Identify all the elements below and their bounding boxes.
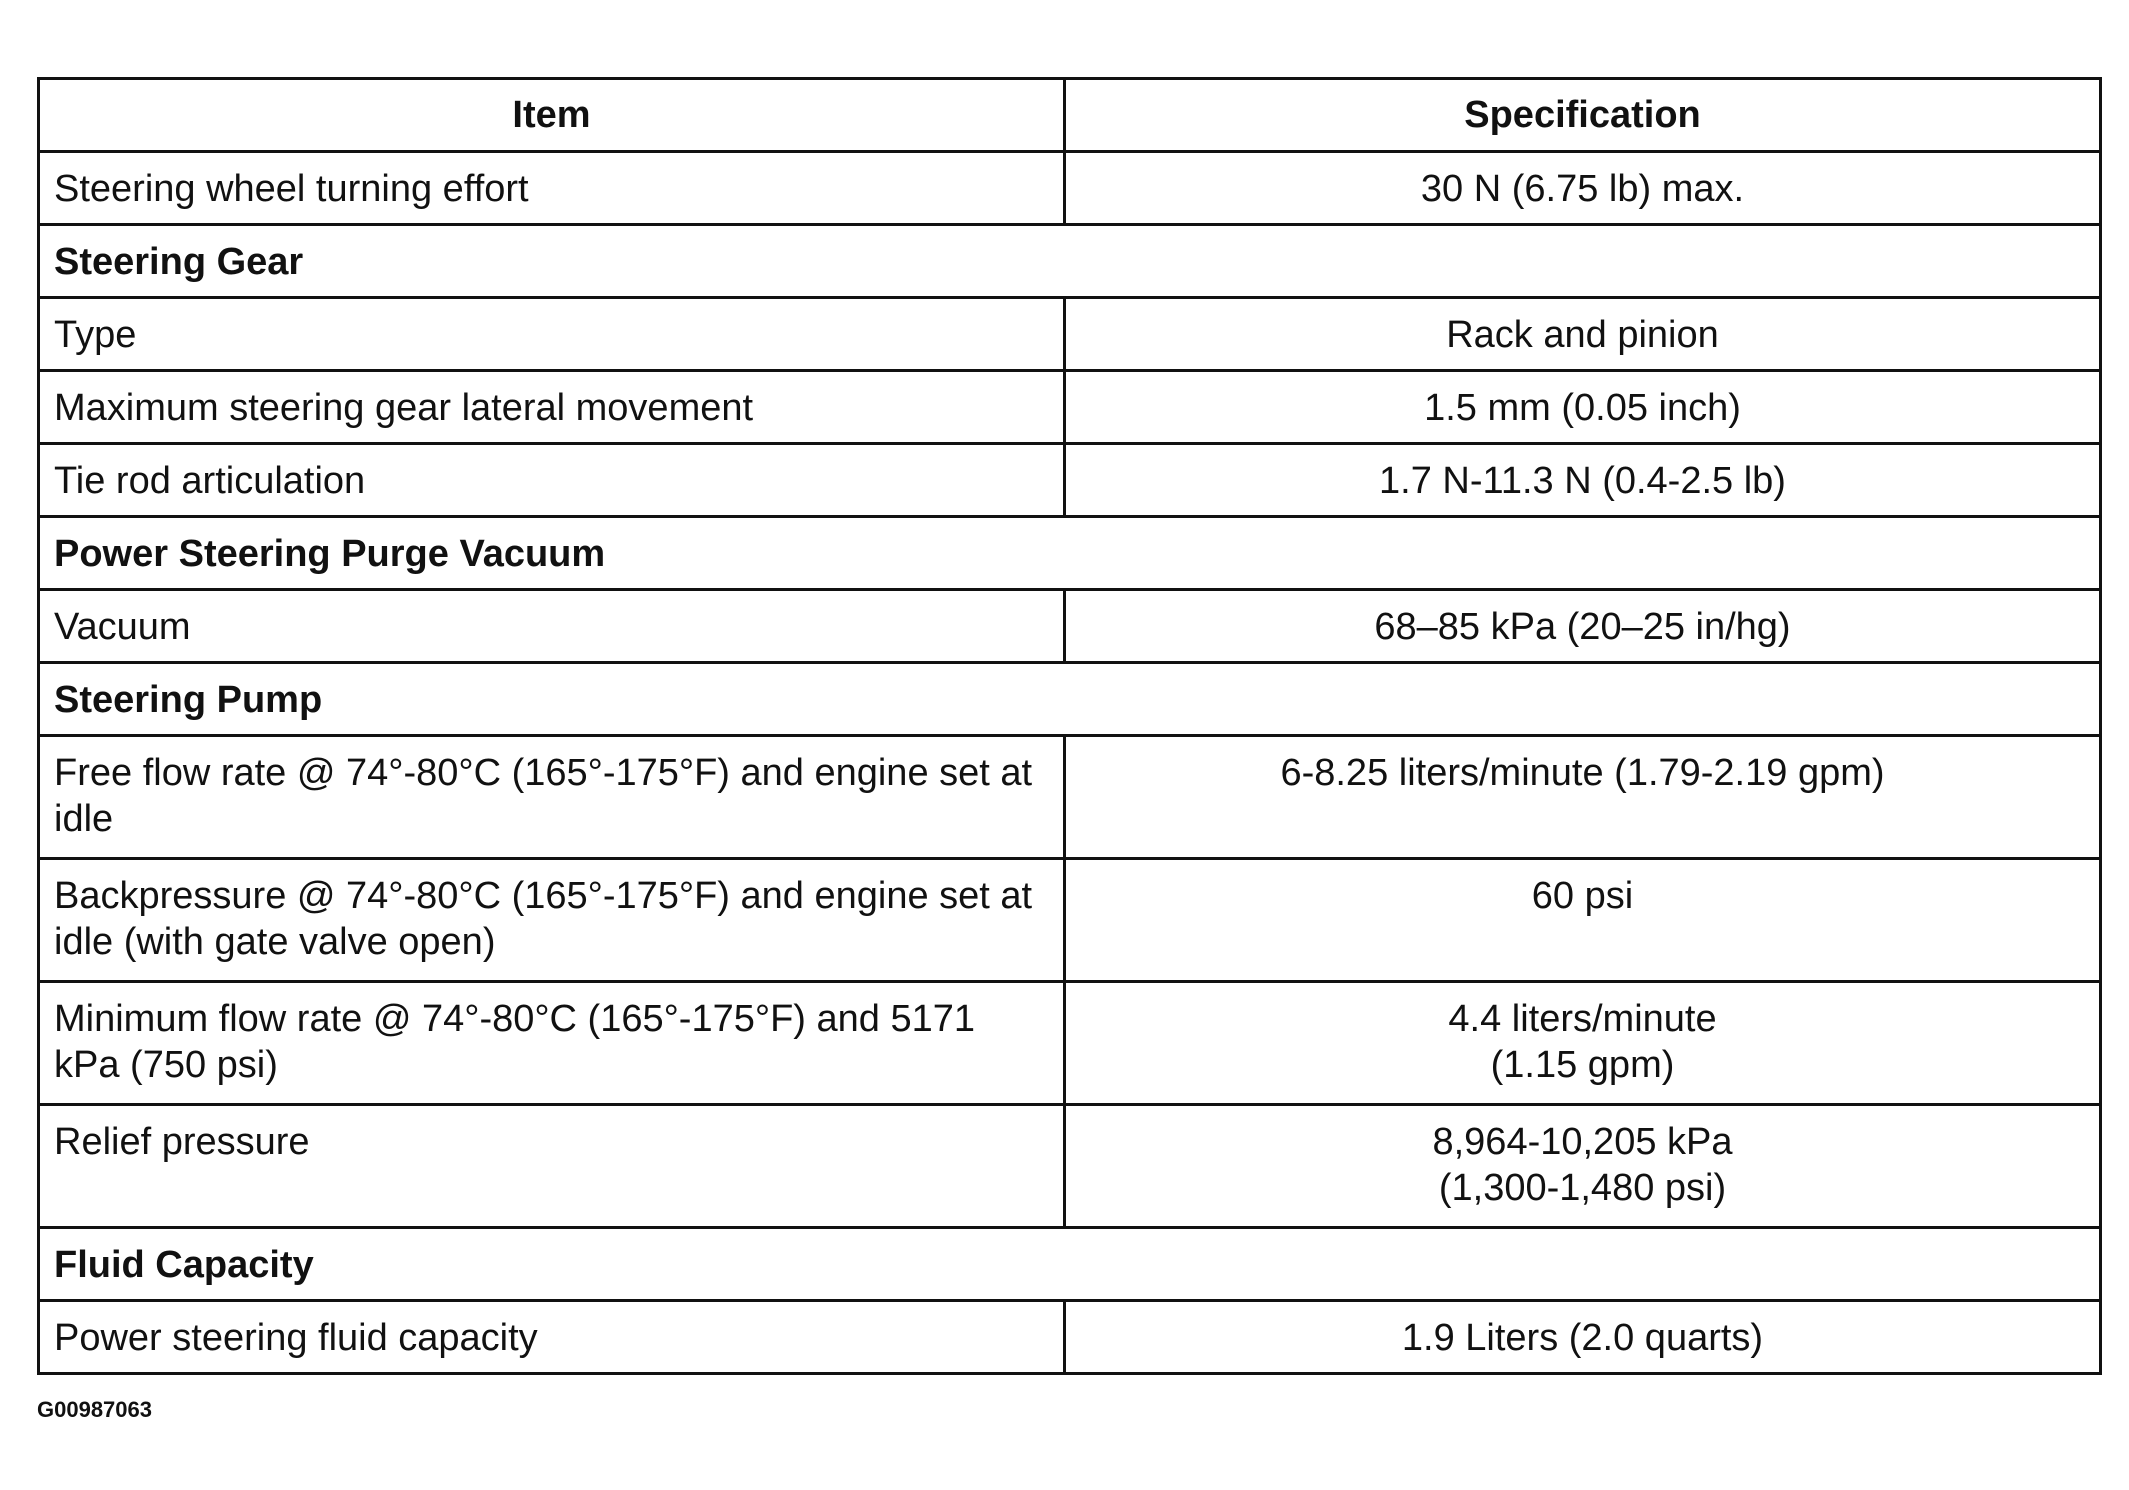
table-row xyxy=(39,1301,2101,1374)
item-cell: Type xyxy=(39,298,1065,371)
item-cell: Backpressure @ 74°-80°C (165°-175°F) and engine set at idle (with gate valve open) xyxy=(39,859,1065,982)
section-heading: Steering Pump xyxy=(39,663,2101,736)
spec-cell: Rack and pinion xyxy=(1065,298,2101,371)
spec-cell: 30 N (6.75 lb) max. xyxy=(1065,152,2101,225)
section-row xyxy=(39,517,2101,590)
item-cell: Maximum steering gear lateral movement xyxy=(39,371,1065,444)
section-row xyxy=(39,225,2101,298)
table-row xyxy=(39,859,2101,982)
section-heading: Steering Gear xyxy=(39,225,2101,298)
table-row xyxy=(39,298,2101,371)
column-header-item: Item xyxy=(39,79,1065,152)
spec-cell: 6-8.25 liters/minute (1.79-2.19 gpm) xyxy=(1065,736,2101,859)
spec-cell: 68–85 kPa (20–25 in/hg) xyxy=(1065,590,2101,663)
spec-cell: 1.9 Liters (2.0 quarts) xyxy=(1065,1301,2101,1374)
spec-cell: 1.5 mm (0.05 inch) xyxy=(1065,371,2101,444)
section-row xyxy=(39,663,2101,736)
item-cell: Tie rod articulation xyxy=(39,444,1065,517)
spec-cell: 60 psi xyxy=(1065,859,2101,982)
table-row xyxy=(39,1105,2101,1228)
section-heading: Fluid Capacity xyxy=(39,1228,2101,1301)
column-header-specification: Specification xyxy=(1065,79,2101,152)
item-cell: Relief pressure xyxy=(39,1105,1065,1228)
item-cell: Minimum flow rate @ 74°-80°C (165°-175°F) and 5171 kPa (750 psi) xyxy=(39,982,1065,1105)
table-header-row xyxy=(39,79,2101,152)
spec-cell: 1.7 N-11.3 N (0.4-2.5 lb) xyxy=(1065,444,2101,517)
table-row xyxy=(39,444,2101,517)
table-row xyxy=(39,590,2101,663)
item-cell: Power steering fluid capacity xyxy=(39,1301,1065,1374)
section-heading: Power Steering Purge Vacuum xyxy=(39,517,2101,590)
table-row xyxy=(39,982,2101,1105)
figure-id: G00987063 xyxy=(37,1397,152,1422)
item-cell: Steering wheel turning effort xyxy=(39,152,1065,225)
item-cell: Vacuum xyxy=(39,590,1065,663)
table-row xyxy=(39,152,2101,225)
spec-cell: 8,964-10,205 kPa (1,300-1,480 psi) xyxy=(1065,1105,2101,1228)
table-row xyxy=(39,736,2101,859)
table-row xyxy=(39,371,2101,444)
spec-cell: 4.4 liters/minute (1.15 gpm) xyxy=(1065,982,2101,1105)
item-cell: Free flow rate @ 74°-80°C (165°-175°F) and engine set at idle xyxy=(39,736,1065,859)
specification-table xyxy=(37,77,2102,1375)
section-row xyxy=(39,1228,2101,1301)
